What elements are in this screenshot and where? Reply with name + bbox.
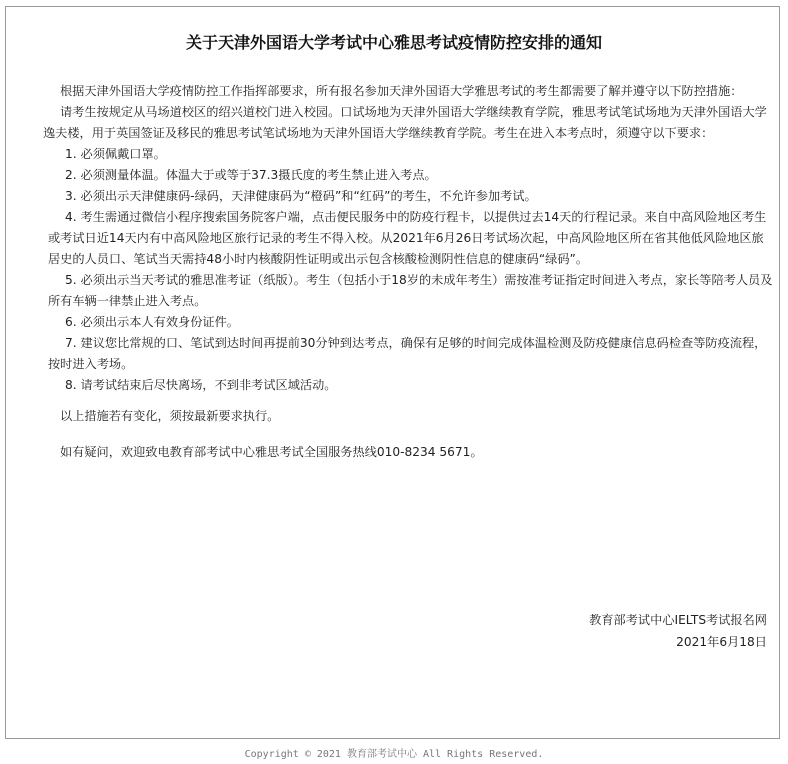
requirement-item-5: 5. 必须出示当天考试的雅思准考证（纸版）。考生（包括小于18岁的未成年考生）需按准考证指定时间进入考点，家长等陪考人员及所有车辆一律禁止进入考点。 — [48, 273, 773, 308]
copyright-footer: Copyright © 2021 教育部考试中心 All Rights Reserved. — [244, 749, 544, 760]
requirement-item-2: 2. 必须测量体温。体温大于或等于37.3摄氏度的考生禁止进入考点。 — [65, 168, 437, 182]
notice-body — [43, 81, 773, 463]
signature-date: 2021年6月18日 — [676, 635, 767, 649]
requirement-item-3: 3. 必须出示天津健康码-绿码，天津健康码为“橙码”和“红码”的考生，不允许参加考试。 — [65, 189, 537, 203]
intro-paragraph: 根据天津外国语大学疫情防控工作指挥部要求，所有报名参加天津外国语大学雅思考试的考生都需要了解并遵守以下防控措施： — [60, 84, 743, 98]
requirement-item-4: 4. 考生需通过微信小程序搜索国务院客户端，点击便民服务中的防疫行程卡，以提供过去14天的行程记录。来自中高风险地区考生或考试日近14天内有中高风险地区旅行记录的考生不得入校。从2021年6月26日考试场次起，中高风险地区所在省其他低风险地区旅居史的人员口、笔试当天需持48小时内核酸阴性证明或出示包含核酸检测阴性信息的健康码“绿码”。 — [48, 210, 767, 266]
venue-paragraph: 请考生按规定从马场道校区的绍兴道校门进入校园。口试场地为天津外国语大学继续教育学院，雅思考试笔试场地为天津外国语大学逸夫楼，用于英国签证及移民的雅思考试笔试场地为天津外国语大学继续教育学院。考生在进入本考点时，须遵守以下要求： — [43, 105, 767, 140]
requirement-item-6: 6. 必须出示本人有效身份证件。 — [65, 315, 239, 329]
change-note: 以上措施若有变化，须按最新要求执行。 — [60, 409, 280, 423]
requirement-item-7: 7. 建议您比常规的口、笔试到达时间再提前30分钟到达考点，确保有足够的时间完成体温检测及防疫健康信息码检查等防疫流程，按时进入考场。 — [48, 336, 767, 371]
contact-info: 如有疑问，欢迎致电教育部考试中心雅思考试全国服务热线010-8234 5671。 — [60, 445, 483, 459]
requirement-item-1: 1. 必须佩戴口罩。 — [65, 147, 166, 161]
requirement-item-8: 8. 请考试结束后尽快离场，不到非考试区域活动。 — [65, 378, 337, 392]
notice-title: 关于天津外国语大学考试中心雅思考试疫情防控安排的通知 — [185, 33, 602, 52]
signature-block — [589, 609, 767, 653]
signature-org: 教育部考试中心IELTS考试报名网 — [589, 613, 767, 627]
